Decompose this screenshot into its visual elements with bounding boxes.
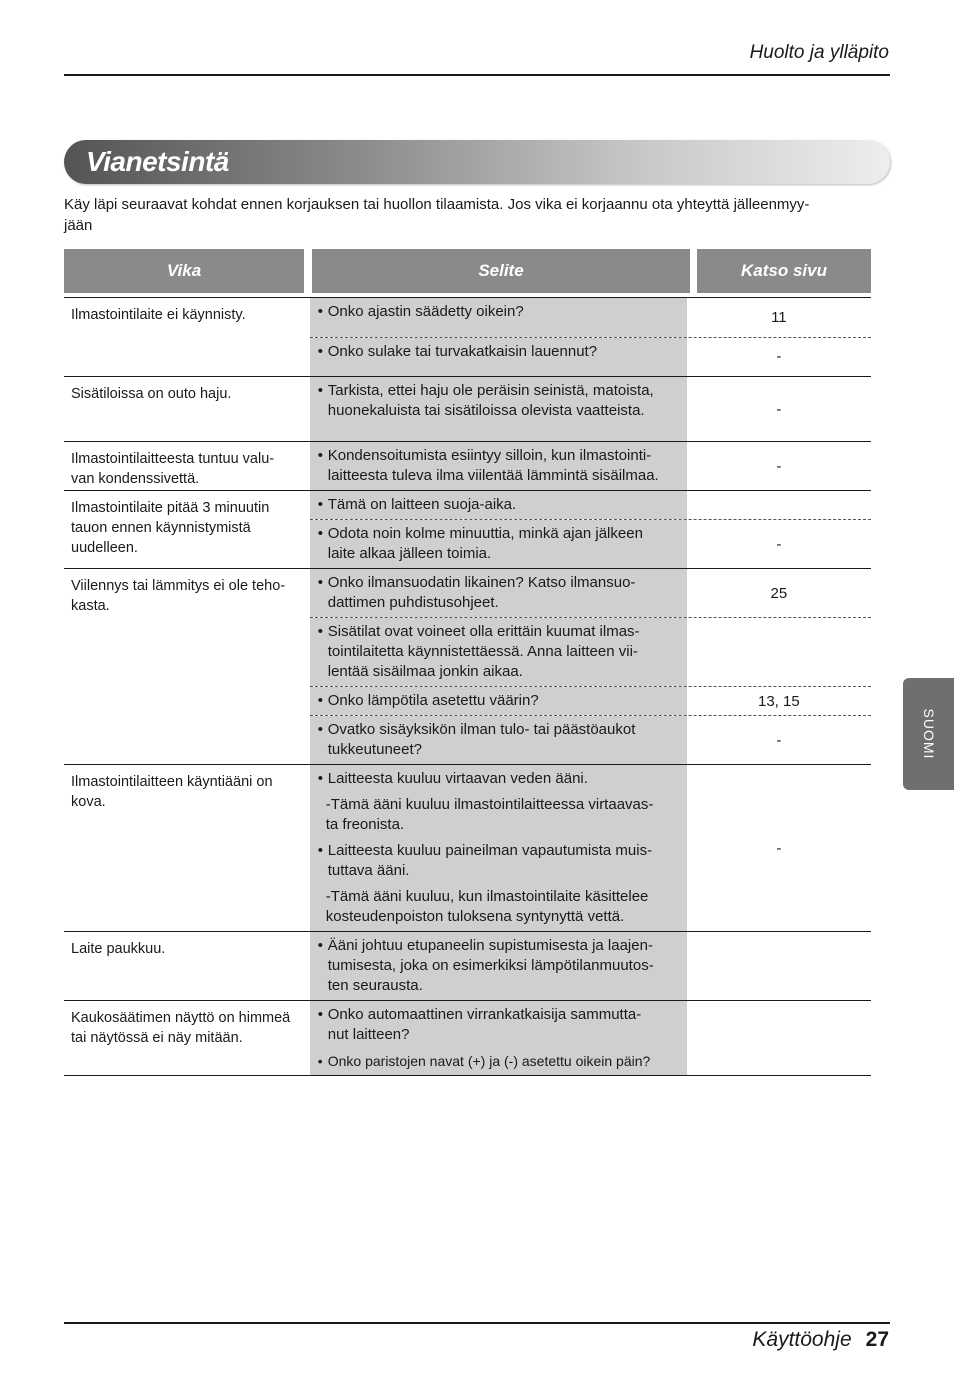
selite-line [318, 342, 681, 362]
selite-item [310, 765, 871, 931]
selite-text: Odota noin kolme minuuttia, minkä ajan jälkeen laite alkaa jälleen toimia. [327, 525, 643, 562]
selite-text: Onko ajastin säädetty oikein? [327, 303, 524, 320]
selite-line [318, 795, 681, 835]
katso-sivu-cell: - [776, 839, 782, 857]
bullet-marker: • [317, 303, 323, 320]
table-row [64, 568, 871, 764]
selite-cell [310, 298, 687, 337]
header-section-title: Huolto ja ylläpito [749, 42, 889, 63]
selite-item [310, 617, 871, 686]
title-banner [64, 140, 890, 184]
vika-cell: Laite paukkuu. [71, 941, 166, 957]
selite-cell [310, 618, 687, 686]
page-title: Vianetsintä [86, 146, 229, 177]
footer [600, 1328, 889, 1352]
katso-sivu-cell: - [776, 535, 782, 553]
column-header-vika: Vika [64, 249, 304, 293]
selite-text: Onko ilmansuodatin likainen? Katso ilmansuo- dattimen puhdistusohjeet. [327, 574, 636, 611]
selite-cell [310, 687, 687, 715]
header-rule [64, 74, 890, 76]
selite-cell [310, 932, 687, 1000]
katso-sivu-cell: 11 [771, 308, 787, 326]
column-header-katso-sivu: Katso sivu [697, 249, 871, 293]
selite-cell [310, 377, 687, 441]
bullet-marker: • [317, 770, 323, 787]
selite-text: Laitteesta kuuluu paineilman vapautumista muis- tuttava ääni. [327, 842, 653, 879]
selite-item [310, 932, 871, 1000]
selite-line [318, 841, 681, 881]
language-side-tab [903, 678, 954, 790]
selite-text: Onko lämpötila asetettu väärin? [327, 692, 539, 709]
selite-text: Ääni johtuu etupaneelin supistumisesta ja laajen- tumisesta, joka on esimerkiksi lämpötilanmuutos- ten seurausta. [327, 937, 654, 994]
selite-cell [310, 1001, 687, 1075]
bullet-marker: • [317, 1053, 323, 1069]
selite-line [318, 720, 681, 760]
side-tab-label: SUOMI [920, 708, 937, 760]
bullet-marker: • [317, 692, 323, 709]
bullet-marker: • [317, 342, 323, 360]
selite-line [318, 887, 681, 927]
selite-item [310, 337, 871, 377]
katso-sivu-cell [687, 1001, 871, 1075]
selite-cell [310, 338, 687, 377]
bullet-marker: • [317, 382, 323, 399]
katso-sivu-cell: 25 [770, 584, 788, 602]
selite-item [310, 715, 871, 764]
katso-sivu-cell: 13, 15 [758, 692, 800, 710]
selite-item [310, 1001, 871, 1075]
footer-label: Käyttöohje [752, 1328, 852, 1351]
selite-line [318, 573, 681, 613]
bullet-marker: • [317, 1006, 323, 1023]
bullet-marker: • [317, 447, 323, 464]
katso-sivu-cell [687, 932, 871, 1000]
vika-cell: Ilmastointilaitteesta tuntuu valu- van kondenssivettä. [71, 451, 275, 487]
troubleshooting-table [64, 297, 871, 1076]
table-row [64, 376, 871, 441]
selite-cell [310, 442, 687, 490]
table-row [64, 490, 871, 568]
selite-item [310, 491, 871, 519]
selite-cell [310, 716, 687, 764]
selite-item [310, 298, 871, 337]
selite-line [318, 495, 681, 515]
selite-line [318, 302, 681, 322]
selite-item [310, 569, 871, 617]
selite-cell [310, 520, 687, 568]
selite-line [318, 381, 681, 421]
footer-rule [64, 1322, 890, 1324]
bullet-marker: • [317, 525, 323, 542]
selite-line [318, 524, 681, 564]
selite-line [318, 936, 681, 996]
katso-sivu-cell [687, 491, 871, 519]
vika-cell: Kaukosäätimen näyttö on himmeä tai näytössä ei näy mitään. [71, 1010, 291, 1046]
katso-sivu-cell: - [776, 731, 782, 749]
selite-text: -Tämä ääni kuuluu, kun ilmastointilaite käsittelee kosteudenpoiston tuloksena syntynyttä vettä. [325, 888, 649, 925]
selite-line [318, 1051, 681, 1071]
katso-sivu-cell [687, 618, 871, 686]
bullet-marker: • [317, 623, 323, 640]
selite-text: Kondensoitumista esiintyy silloin, kun ilmastointi- laitteesta tuleva ilma viilentää lämmintä sisäilmaa. [327, 447, 659, 484]
selite-text: Onko paristojen navat (+) ja (-) asetettu oikein päin? [327, 1053, 651, 1069]
selite-text: Tämä on laitteen suoja-aika. [327, 496, 517, 513]
selite-text: Onko automaattinen virrankatkaisija sammutta- nut laitteen? [327, 1006, 642, 1043]
vika-cell: Viilennys tai lämmitys ei ole teho- kasta. [71, 578, 286, 614]
table-row [64, 297, 871, 376]
selite-item [310, 686, 871, 715]
vika-cell: Ilmastointilaite pitää 3 minuutin tauon ennen käynnistymistä uudelleen. [71, 500, 270, 556]
selite-item [310, 519, 871, 568]
selite-text: Tarkista, ettei haju ole peräisin seinistä, matoista, huonekaluista tai sisätiloissa olevista vaatteista. [327, 382, 654, 419]
bullet-marker: • [317, 574, 323, 591]
table-row [64, 441, 871, 490]
vika-cell: Sisätiloissa on outo haju. [71, 386, 232, 402]
column-header-selite: Selite [312, 249, 690, 293]
vika-cell: Ilmastointilaite ei käynnisty. [71, 307, 246, 323]
intro-paragraph: Käy läpi seuraavat kohdat ennen korjauksen tai huollon tilaamista. Jos vika ei korjaannu ota yhteyttä jälleenmyy- jään [64, 196, 810, 234]
vika-cell: Ilmastointilaitteen käyntiääni on kova. [71, 774, 273, 810]
selite-cell [310, 765, 687, 931]
selite-line [318, 446, 681, 486]
selite-text: Sisätilat ovat voineet olla erittäin kuumat ilmas- tointilaitetta käynnistettäessä. Anna laitteen vii- lentää sisäilmaa jonkin aikaa. [327, 623, 640, 680]
selite-line [318, 769, 681, 789]
selite-item [310, 377, 871, 441]
selite-cell [310, 569, 687, 617]
katso-sivu-cell: - [776, 457, 782, 475]
selite-text: -Tämä ääni kuuluu ilmastointilaitteessa virtaavas- ta freonista. [325, 796, 654, 833]
selite-text: Ovatko sisäyksikön ilman tulo- tai päästöaukot tukkeutuneet? [327, 721, 636, 758]
page-number: 27 [865, 1328, 889, 1351]
selite-cell [310, 491, 687, 519]
bullet-marker: • [317, 842, 323, 859]
bullet-marker: • [317, 721, 323, 738]
katso-sivu-cell: - [776, 400, 782, 418]
table-row [64, 764, 871, 931]
selite-item [310, 442, 871, 490]
table-row [64, 931, 871, 1000]
selite-line [318, 1005, 681, 1045]
selite-text: Onko sulake tai turvakatkaisin lauennut? [327, 342, 598, 360]
selite-line [318, 622, 681, 682]
bullet-marker: • [317, 937, 323, 954]
katso-sivu-cell: - [776, 348, 782, 366]
selite-text: Laitteesta kuuluu virtaavan veden ääni. [327, 770, 588, 787]
selite-line [318, 691, 681, 711]
bullet-marker: • [317, 496, 323, 513]
table-row [64, 1000, 871, 1076]
